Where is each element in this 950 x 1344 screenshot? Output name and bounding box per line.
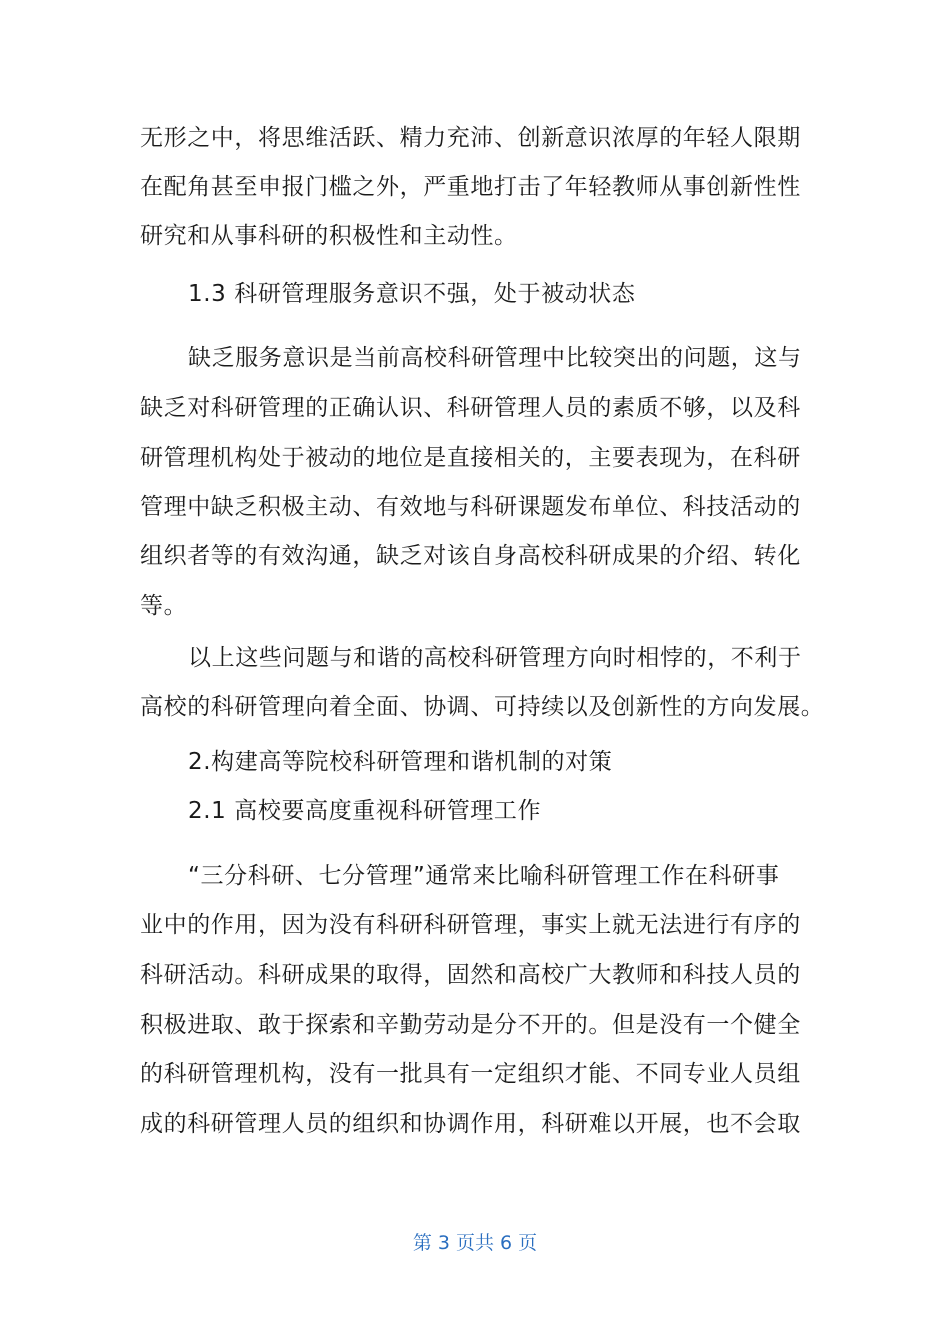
paragraph-4-line-3: 科研活动。科研成果的取得，固然和高校广大教师和科技人员的 [140,962,801,988]
section-heading-1-3: 1.3 科研管理服务意识不强，处于被动状态 [188,281,636,307]
paragraph-2-line-5: 组织者等的有效沟通，缺乏对该自身高校科研成果的介绍、转化 [140,543,801,569]
paragraph-1-line-2: 在配角甚至申报门槛之外，严重地打击了年轻教师从事创新性性 [140,174,801,200]
paragraph-4-line-5: 的科研管理机构，没有一批具有一定组织才能、不同专业人员组 [140,1061,801,1087]
paragraph-4-line-1: “三分科研、七分管理”通常来比喻科研管理工作在科研事 [188,863,780,889]
paragraph-4-line-2: 业中的作用，因为没有科研科研管理，事实上就无法进行有序的 [140,912,801,938]
paragraph-4-line-6: 成的科研管理人员的组织和协调作用，科研难以开展，也不会取 [140,1111,801,1137]
paragraph-1-line-3: 研究和从事科研的积极性和主动性。 [140,223,518,249]
paragraph-2-line-4: 管理中缺乏积极主动、有效地与科研课题发布单位、科技活动的 [140,494,801,520]
page-number-footer: 第 3 页共 6 页 [412,1232,538,1254]
paragraph-3-line-2: 高校的科研管理向着全面、协调、可持续以及创新性的方向发展。 [140,694,825,720]
paragraph-2-line-1: 缺乏服务意识是当前高校科研管理中比较突出的问题，这与 [188,345,802,371]
paragraph-2-line-6: 等。 [140,593,188,619]
paragraph-1-line-1: 无形之中，将思维活跃、精力充沛、创新意识浓厚的年轻人限期 [140,125,801,151]
section-heading-2: 2.构建高等院校科研管理和谐机制的对策 [188,749,613,775]
section-heading-2-1: 2.1 高校要高度重视科研管理工作 [188,798,542,824]
paragraph-2-line-3: 研管理机构处于被动的地位是直接相关的，主要表现为，在科研 [140,445,801,471]
paragraph-2-line-2: 缺乏对科研管理的正确认识、科研管理人员的素质不够，以及科 [140,395,801,421]
paragraph-3-line-1: 以上这些问题与和谐的高校科研管理方向时相悖的，不利于 [188,645,802,671]
paragraph-4-line-4: 积极进取、敢于探索和辛勤劳动是分不开的。但是没有一个健全 [140,1012,801,1038]
